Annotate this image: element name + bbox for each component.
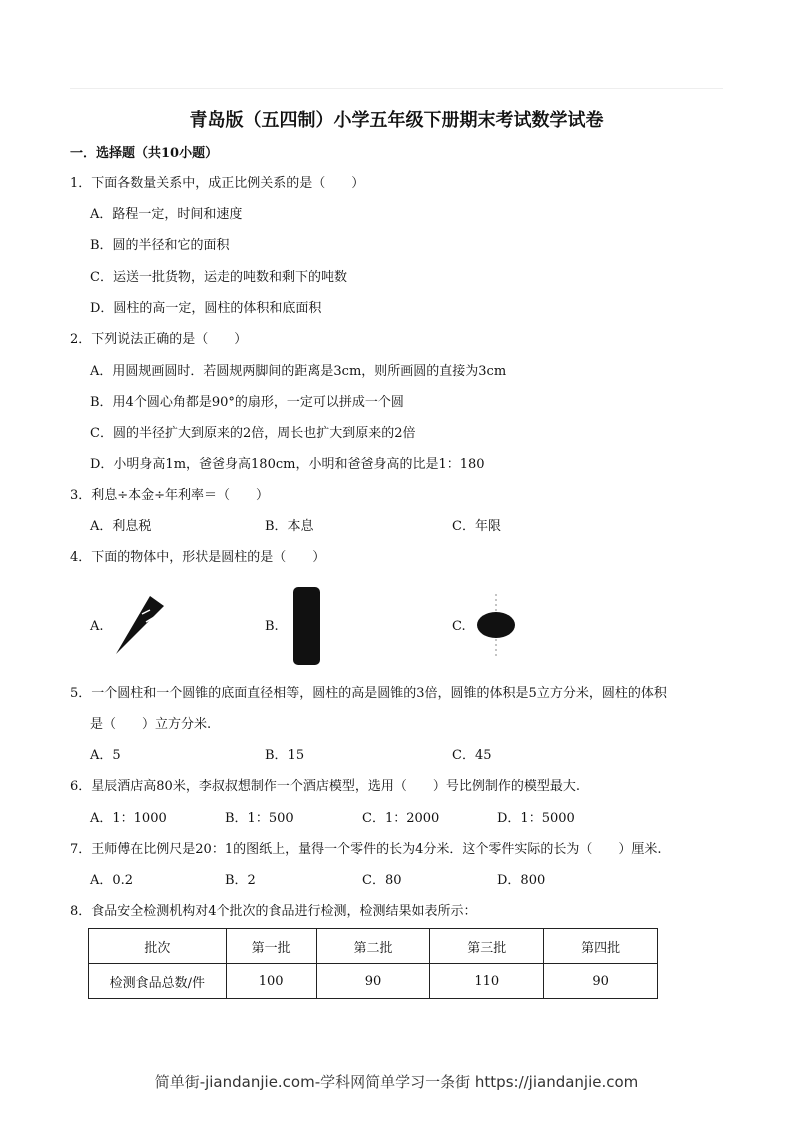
table-header-cell: 第一批 <box>226 929 316 964</box>
question-stem: 7．王师傅在比例尺是20：1的图纸上，量得一个零件的长为4分米．这个零件实际的长为（ ）厘米. <box>70 842 662 857</box>
option: B．15 <box>265 748 305 763</box>
table-header-cell: 第三批 <box>430 929 544 964</box>
question-stem: 4．下面的物体中，形状是圆柱的是（ ） <box>70 550 326 565</box>
table-row <box>89 964 658 999</box>
table-header-cell: 第四批 <box>544 929 658 964</box>
option: D．1：5000 <box>497 811 575 826</box>
option: D．800 <box>497 873 546 888</box>
option: C．运送一批货物，运走的吨数和剩下的吨数 <box>90 270 347 285</box>
table-header-row <box>89 929 658 964</box>
option: B. <box>265 619 279 634</box>
page-title: 青岛版（五四制）小学五年级下册期末考试数学试卷 <box>189 110 604 131</box>
option: B．圆的半径和它的面积 <box>90 238 230 253</box>
table-cell: 100 <box>226 964 316 999</box>
question-stem: 8．食品安全检测机构对4个批次的食品进行检测，检测结果如表所示： <box>70 904 477 919</box>
inspection-table <box>88 928 658 999</box>
cylinder-icon <box>290 585 324 667</box>
option: C. <box>452 619 466 634</box>
question-stem: 3．利息÷本金÷年利率＝（ ） <box>70 488 270 503</box>
option: A．用圆规画圆时．若圆规两脚间的距离是3cm，则所画圆的直接为3cm <box>90 364 507 379</box>
option: B．用4个圆心角都是90°的扇形，一定可以拼成一个圆 <box>90 395 404 410</box>
table-cell: 检测食品总数/件 <box>89 964 227 999</box>
option: D．圆柱的高一定，圆柱的体积和底面积 <box>90 301 322 316</box>
option: C．45 <box>452 748 492 763</box>
lantern-icon <box>474 592 518 658</box>
table-cell: 90 <box>544 964 658 999</box>
option: A．5 <box>90 748 121 763</box>
question-stem-continued: 是（ ）立方分米. <box>90 717 212 732</box>
question-stem: 6．星辰酒店高80米，李叔叔想制作一个酒店模型，选用（ ）号比例制作的模型最大. <box>70 779 580 794</box>
option: B．1：500 <box>225 811 294 826</box>
footer-watermark: 简单街-jiandanjie.com-学科网简单学习一条街 https://jiandanjie.com <box>154 1073 639 1091</box>
option: A．路程一定，时间和速度 <box>90 207 243 222</box>
option: C．80 <box>362 873 402 888</box>
section-heading: 一．选择题（共10小题） <box>70 146 219 161</box>
header-divider <box>70 88 723 89</box>
option: B．本息 <box>265 519 314 534</box>
option: C．年限 <box>452 519 501 534</box>
option: C．1：2000 <box>362 811 440 826</box>
table-cell: 90 <box>316 964 430 999</box>
option: A．0.2 <box>90 873 134 888</box>
option: A．利息税 <box>90 519 152 534</box>
question-stem: 2．下列说法正确的是（ ） <box>70 332 248 347</box>
option: D．小明身高1m，爸爸身高180cm，小明和爸爸身高的比是1：180 <box>90 457 485 472</box>
cone-icon <box>112 592 172 658</box>
option: B．2 <box>225 873 256 888</box>
option: A. <box>90 619 104 634</box>
option: C．圆的半径扩大到原来的2倍，周长也扩大到原来的2倍 <box>90 426 416 441</box>
table-header-cell: 第二批 <box>316 929 430 964</box>
table-header-cell: 批次 <box>89 929 227 964</box>
question-stem: 5．一个圆柱和一个圆锥的底面直径相等，圆柱的高是圆锥的3倍，圆锥的体积是5立方分米，圆柱的体积 <box>70 686 667 701</box>
question-stem: 1．下面各数量关系中，成正比例关系的是（ ） <box>70 176 365 191</box>
table-cell: 110 <box>430 964 544 999</box>
option: A．1：1000 <box>90 811 167 826</box>
